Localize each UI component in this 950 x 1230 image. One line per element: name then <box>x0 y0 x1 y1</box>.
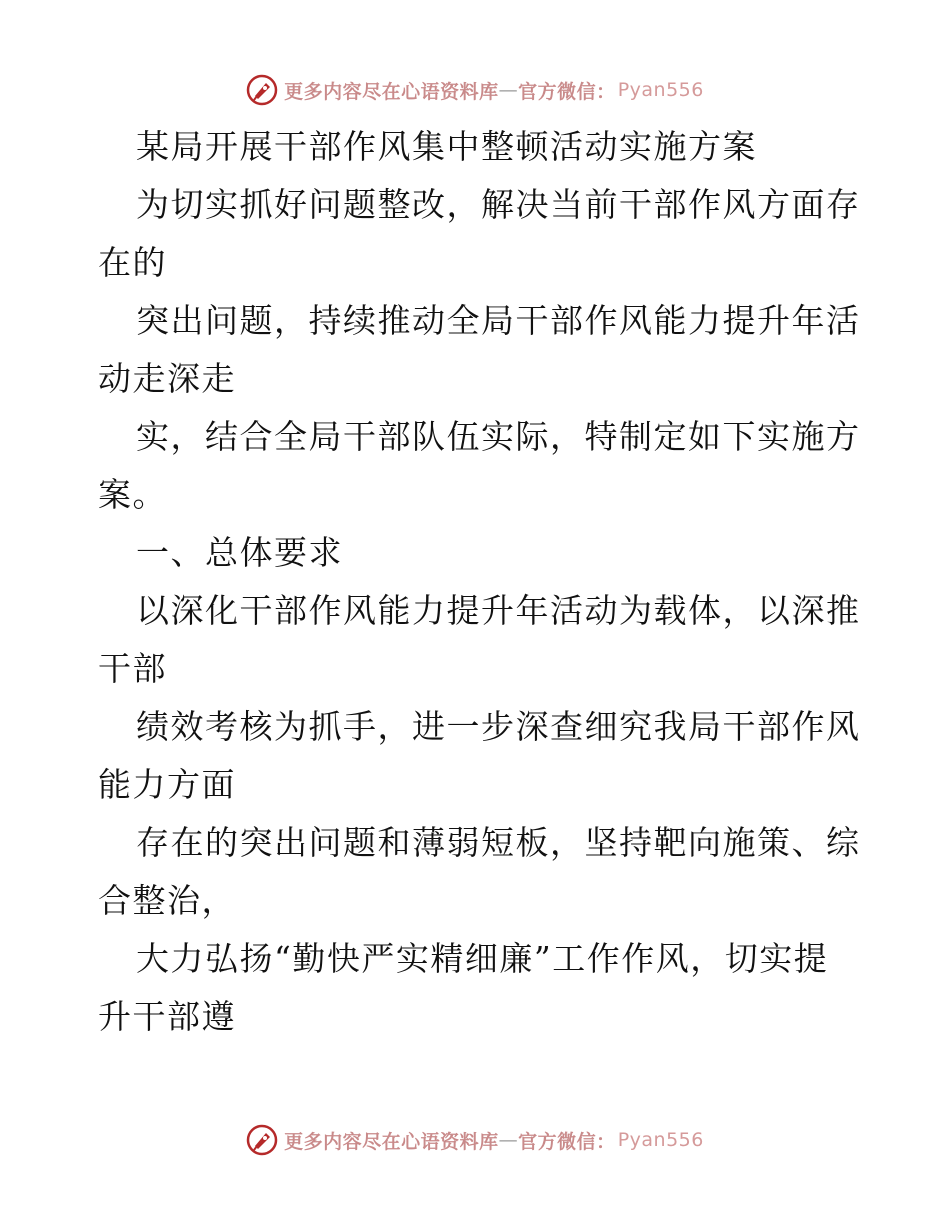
paragraph-line: 升干部遵 <box>98 997 236 1036</box>
pen-nib-logo-icon <box>246 1124 278 1156</box>
document-body <box>98 118 861 1046</box>
paragraph-line: 突出问题，持续推动全局干部作风能力提升年活 <box>136 301 861 340</box>
paragraph-line: 绩效考核为抓手，进一步深查细究我局干部作风 <box>136 707 861 746</box>
banner-dash: — <box>498 1129 519 1151</box>
paragraph-line: 案。 <box>98 475 167 514</box>
paragraph-line: 能力方面 <box>98 765 236 804</box>
banner-dash: — <box>498 79 519 101</box>
paragraph-line: 在的 <box>98 243 167 282</box>
footer-banner <box>0 1118 950 1162</box>
banner-wechat-id: Pyan556 <box>617 79 704 101</box>
banner-wechat-label: 官方微信： <box>518 80 616 103</box>
banner-wechat-id: Pyan556 <box>617 1129 704 1151</box>
paragraph-line: 以深化干部作风能力提升年活动为载体，以深推 <box>136 591 861 630</box>
paragraph-line: 实，结合全局干部队伍实际，特制定如下实施方 <box>136 417 861 456</box>
paragraph-line: 动走深走 <box>98 359 236 398</box>
banner-brand-text: 更多内容尽在心语资料库 <box>284 1130 499 1153</box>
paragraph-line: 存在的突出问题和薄弱短板，坚持靶向施策、综 <box>136 823 861 862</box>
paragraph-line: 为切实抓好问题整改，解决当前干部作风方面存 <box>136 185 861 224</box>
document-title: 某局开展干部作风集中整顿活动实施方案 <box>136 127 757 166</box>
section-heading: 一、总体要求 <box>136 533 343 572</box>
banner-wechat-label: 官方微信： <box>518 1130 616 1153</box>
paragraph-line: 大力弘扬“勤快严实精细廉”工作作风，切实提 <box>136 939 829 978</box>
banner-brand-text: 更多内容尽在心语资料库 <box>284 80 499 103</box>
header-banner <box>0 68 950 112</box>
pen-nib-logo-icon <box>246 74 278 106</box>
paragraph-line: 合整治， <box>98 881 236 920</box>
paragraph-line: 干部 <box>98 649 167 688</box>
